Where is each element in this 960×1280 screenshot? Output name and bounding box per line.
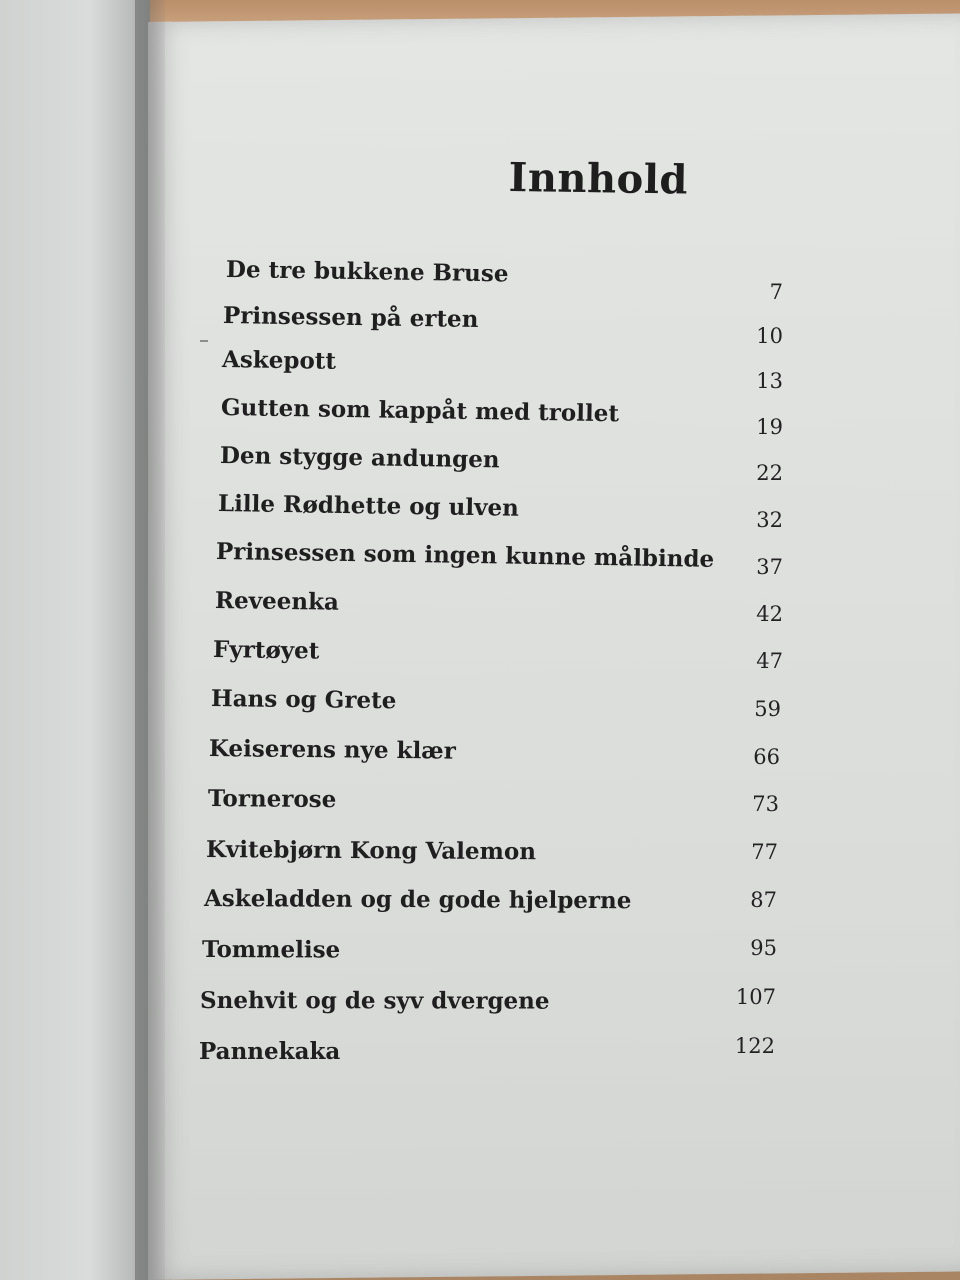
- toc-entry-title: Pannekaka: [199, 1038, 341, 1065]
- toc-entry-title: Lille Rødhette og ulven: [217, 490, 520, 522]
- toc-entry-page: 87: [750, 888, 777, 912]
- toc-entry-title: Askepott: [221, 346, 337, 375]
- toc-entry-title: Den stygge andungen: [219, 442, 500, 474]
- toc-entry-page: 7: [769, 280, 783, 304]
- toc-entry-page: 37: [756, 555, 783, 579]
- toc-entry-page: 42: [756, 602, 783, 626]
- toc-entry-page: 10: [756, 324, 783, 348]
- toc-entry-title: Keiserens nye klær: [208, 735, 456, 765]
- toc-entry-page: 59: [754, 697, 781, 721]
- toc-entry-page: 66: [753, 745, 780, 769]
- toc-entry-title: Tommelise: [201, 936, 341, 964]
- book-spine-shadow: [135, 0, 165, 1280]
- toc-entry-title: Fyrtøyet: [212, 636, 320, 665]
- toc-entry-title: Hans og Grete: [210, 685, 397, 715]
- toc-entry-title: Askeladden og de gode hjelperne: [203, 885, 632, 915]
- toc-entry-page: 19: [756, 415, 783, 439]
- ink-mark: [200, 340, 208, 342]
- toc-entry-title: De tre bukkene Bruse: [225, 256, 509, 288]
- toc-entry-title: Prinsessen på erten: [222, 302, 479, 334]
- toc-entry-title: Reveenka: [214, 587, 340, 616]
- toc-entry-page: 32: [756, 508, 783, 532]
- toc-entry-page: 122: [734, 1034, 775, 1058]
- toc-entry-page: 73: [752, 792, 779, 816]
- toc-entry-title: Snehvit og de syv dvergene: [199, 987, 550, 1015]
- left-facing-page: [0, 0, 150, 1280]
- toc-entry-page: 22: [756, 461, 783, 485]
- toc-entry-page: 95: [750, 936, 777, 960]
- toc-entry-page: 107: [735, 985, 776, 1009]
- toc-entry-page: 47: [756, 649, 783, 673]
- toc-entry-title: Kvitebjørn Kong Valemon: [205, 836, 537, 866]
- toc-entry-title: Tornerose: [207, 785, 337, 814]
- toc-entry-title: Prinsessen som ingen kunne målbinde: [215, 538, 715, 573]
- toc-entry-page: 13: [756, 369, 783, 393]
- page-title: Innhold: [508, 154, 689, 204]
- toc-entry-title: Gutten som kappåt med trollet: [220, 394, 620, 428]
- toc-entry-page: 77: [751, 840, 778, 864]
